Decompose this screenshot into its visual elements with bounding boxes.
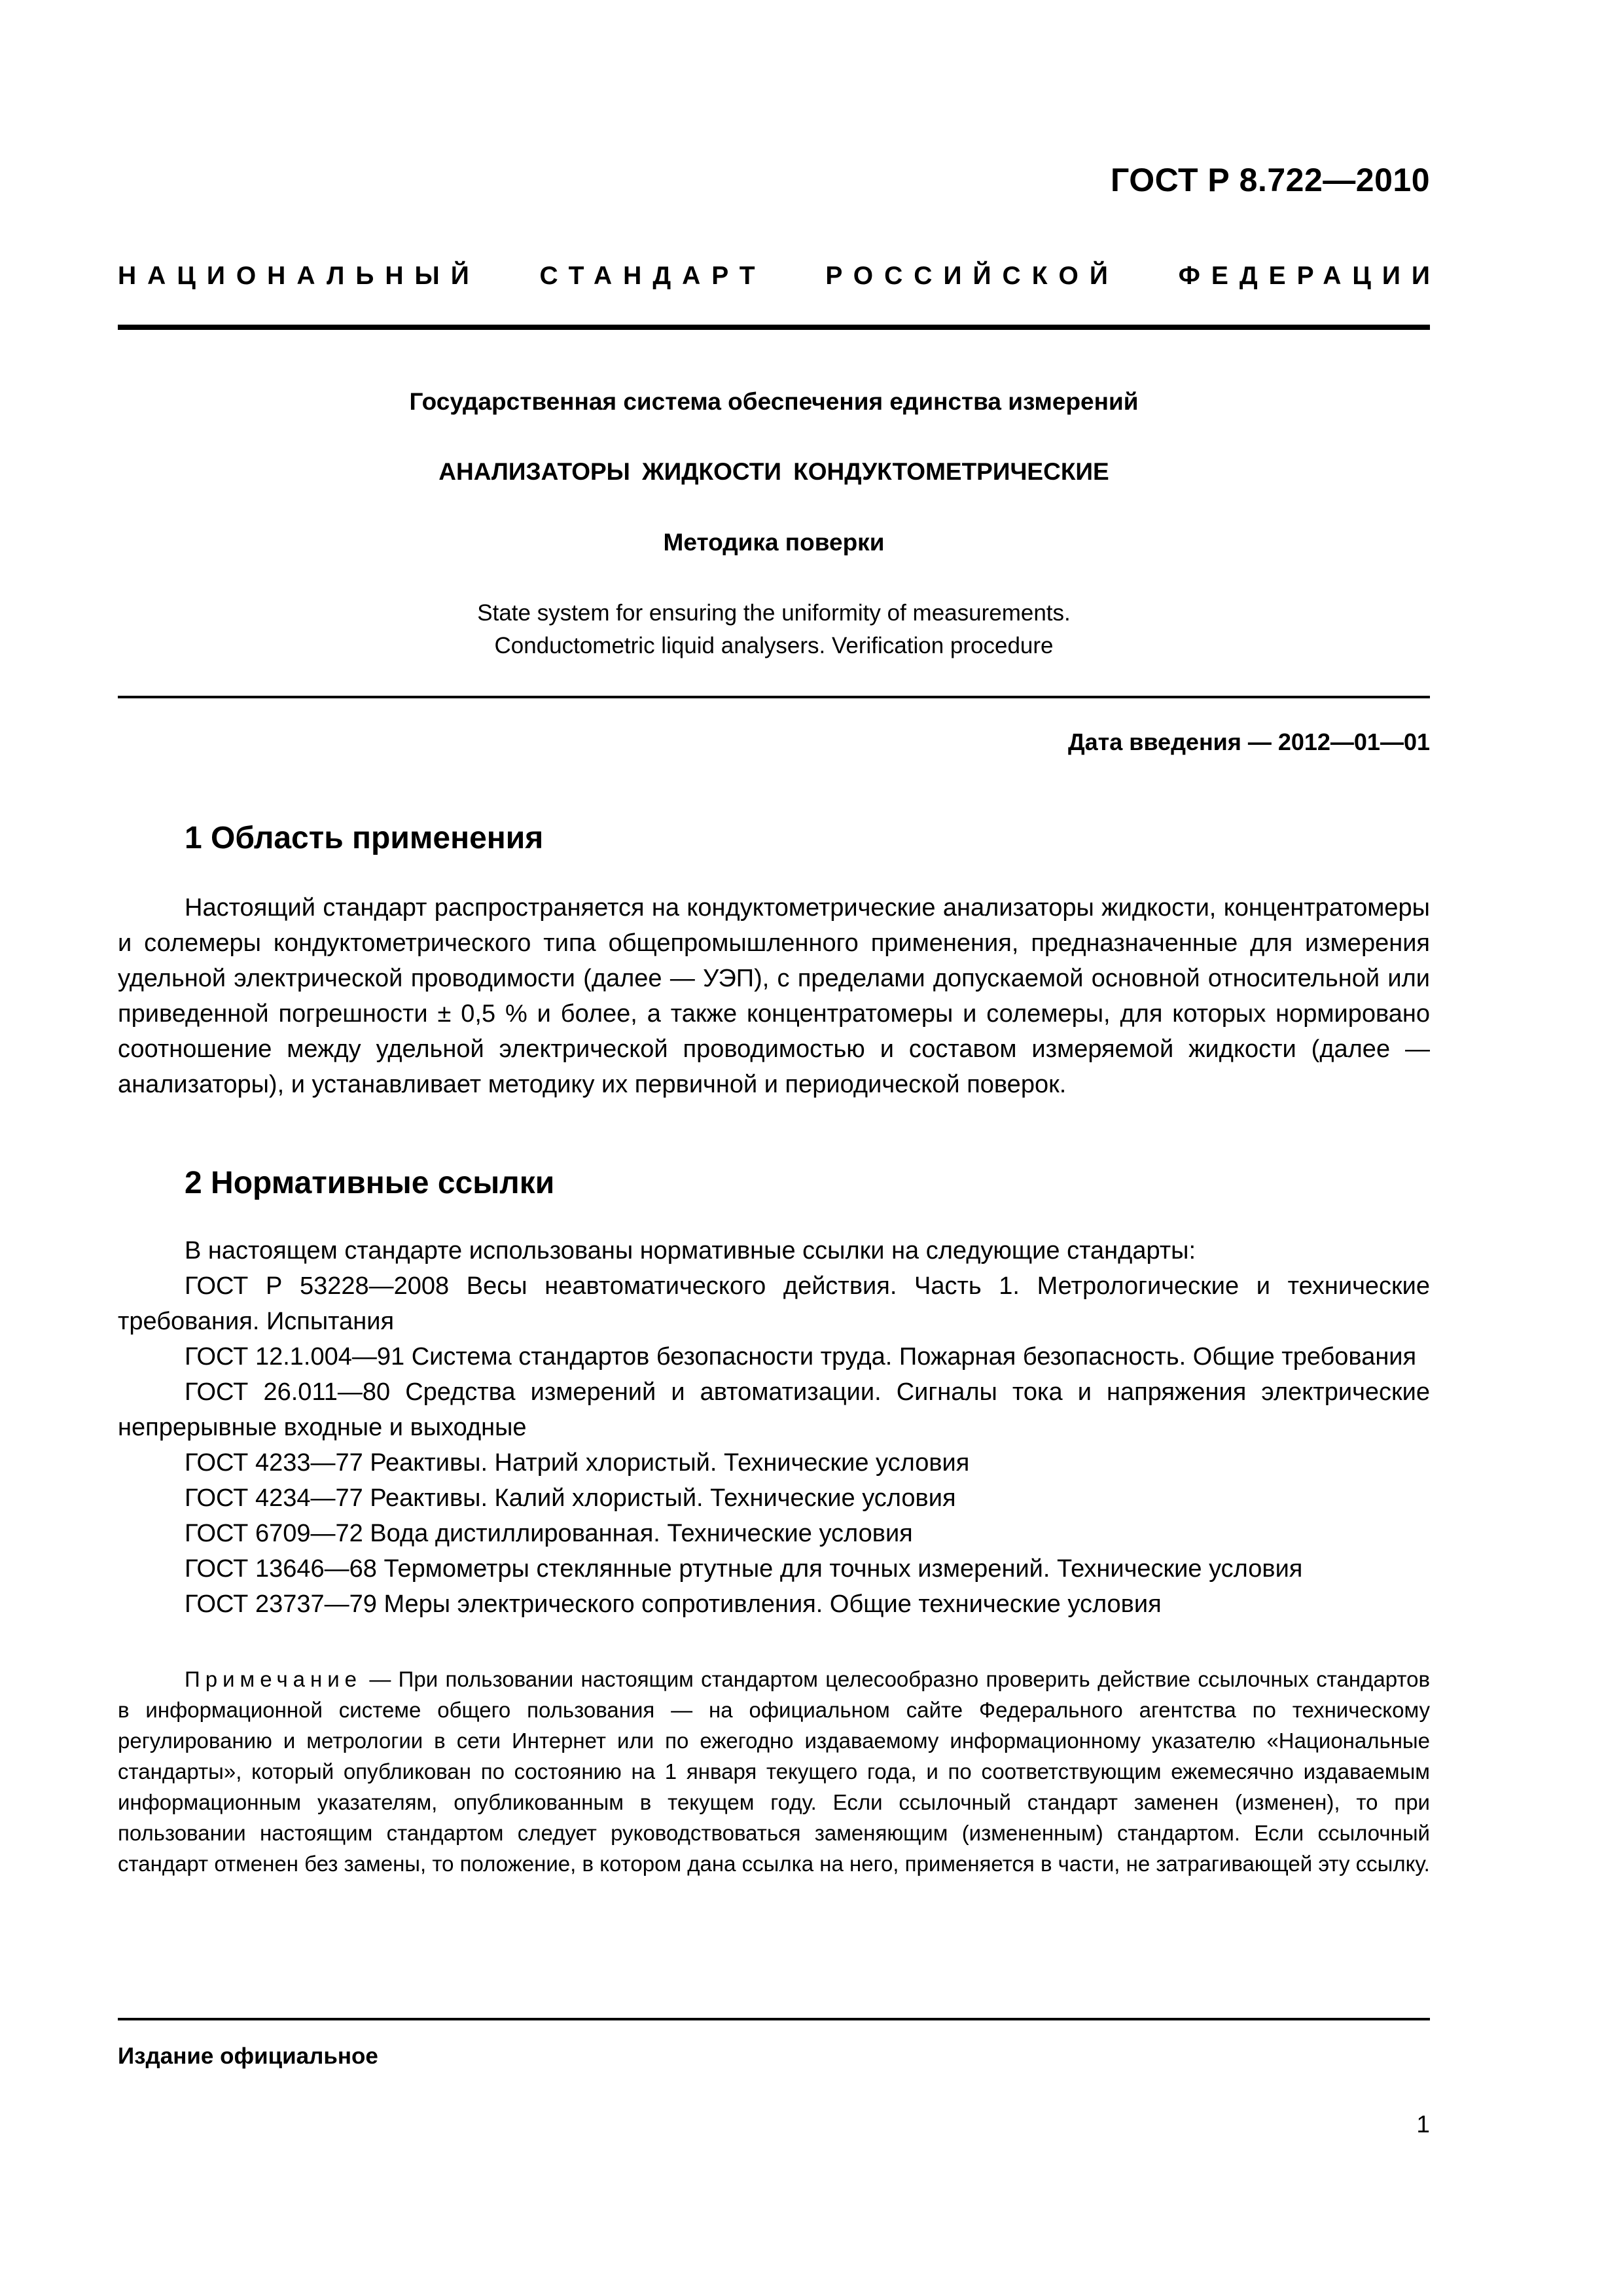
section-heading-scope: 1 Область применения bbox=[185, 821, 544, 855]
reference-item: ГОСТ 4233—77 Реактивы. Натрий хлористый. Технические условия bbox=[185, 1449, 970, 1477]
main-title: АНАЛИЗАТОРЫ ЖИДКОСТИ КОНДУКТОМЕТРИЧЕСКИЕ bbox=[438, 458, 1109, 485]
document-code: ГОСТ Р 8.722—2010 bbox=[1111, 162, 1430, 198]
note-text: — При пользовании настоящим стандартом целесообразно проверить действие ссылочных стандартов в информационной системе общего пользования — на официальном сайте Федерального агентства по техническому регулированию и метрологии в сети Интернет или по ежегодно издаваемому информационному указателю «Национальные стандарты», который опубликован по состоянию на 1 января текущего года, и по соответствующим ежемесячно издаваемым информационным указателям, опубликованным в текущем году. Если ссылочный стандарт заменен (изменен), то при пользовании настоящим стандартом следует руководствоваться заменяющим (измененным) стандартом. Если ссылочный стандарт отменен без замены, то положение, в котором дана ссылка на него, применяется в части, не затрагивающей эту ссылку. bbox=[118, 1667, 1430, 1876]
header-divider bbox=[118, 325, 1430, 330]
introduction-date: Дата введения — 2012—01—01 bbox=[1067, 728, 1430, 755]
reference-item: ГОСТ 6709—72 Вода дистиллированная. Технические условия bbox=[185, 1520, 913, 1547]
reference-item: ГОСТ 23737—79 Меры электрического сопротивления. Общие технические условия bbox=[185, 1590, 1162, 1618]
note-label: Примечание bbox=[185, 1667, 363, 1691]
references-note bbox=[118, 1664, 1430, 1879]
system-title: Государственная система обеспечения единства измерений bbox=[409, 388, 1139, 415]
english-title-line: Conductometric liquid analysers. Verification procedure bbox=[494, 633, 1054, 658]
title-divider bbox=[118, 696, 1430, 698]
section-heading-references: 2 Нормативные ссылки bbox=[185, 1166, 555, 1200]
national-title-word: НАЦИОНАЛЬНЫЙ bbox=[118, 262, 480, 290]
scope-paragraph: Настоящий стандарт распространяется на кондуктометрические анализаторы жидкости, концентратомеры и солемеры кондуктометрического типа общепромышленного применения, предназначенные для измерения удельной электрической проводимости (далее — УЭП), с пределами допускаемой основной относительной или приведенной погрешности ± 0,5 % и более, а также концентратомеры и солемеры, для которых нормировано соотношение между удельной электрической проводимостью и составом измеряемой жидкости (далее — анализаторы), и устанавливает методику их первичной и периодической поверок. bbox=[118, 894, 1430, 1098]
references-intro: В настоящем стандарте использованы нормативные ссылки на следующие стандарты: bbox=[185, 1237, 1196, 1265]
national-standard-title bbox=[118, 262, 1441, 291]
reference-item: ГОСТ 13646—68 Термометры стеклянные ртутные для точных измерений. Технические условия bbox=[185, 1555, 1303, 1583]
reference-item: ГОСТ 12.1.004—91 Система стандартов безопасности труда. Пожарная безопасность. Общие требования bbox=[185, 1343, 1417, 1371]
references-list bbox=[118, 1233, 1430, 1622]
official-edition-label: Издание официальное bbox=[118, 2043, 378, 2069]
national-title-word: РОССИЙСКОЙ bbox=[825, 262, 1119, 290]
reference-item: ГОСТ Р 53228—2008 Весы неавтоматического действия. Часть 1. Метрологические и технические требования. Испытания bbox=[118, 1272, 1430, 1335]
page-number: 1 bbox=[1416, 2111, 1430, 2138]
method-title: Методика поверки bbox=[663, 529, 885, 556]
english-title-line: State system for ensuring the uniformity of measurements. bbox=[477, 600, 1071, 626]
national-title-word: СТАНДАРТ bbox=[539, 262, 766, 290]
footer-divider bbox=[118, 2018, 1430, 2020]
reference-item: ГОСТ 26.011—80 Средства измерений и автоматизации. Сигналы тока и напряжения электрические непрерывные входные и выходные bbox=[118, 1378, 1430, 1441]
national-title-word: ФЕДЕРАЦИИ bbox=[1178, 262, 1441, 290]
english-title bbox=[118, 597, 1430, 662]
reference-item: ГОСТ 4234—77 Реактивы. Калий хлористый. Технические условия bbox=[185, 1484, 956, 1512]
